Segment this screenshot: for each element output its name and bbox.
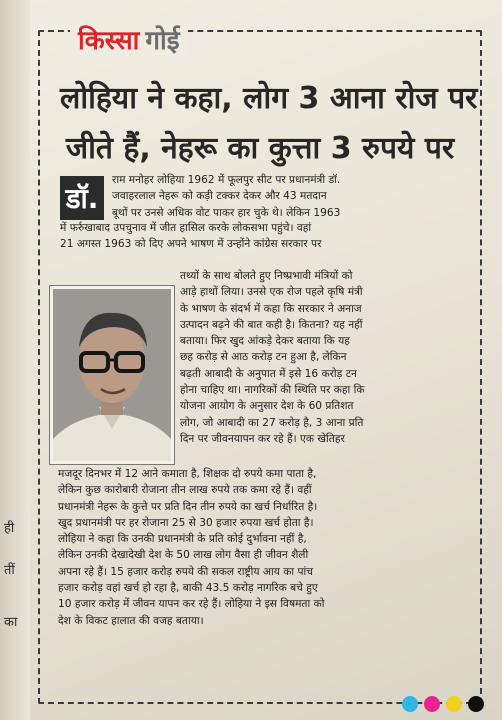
text-line: देश के विकट हालात की वजह बताया। <box>58 614 204 627</box>
text-line: लेकिन उनकी देखादेखी देश के 50 लाख लोग वैसा ही जीवन शैली <box>58 549 309 562</box>
text-line: मजदूर दिनभर में 12 आने कमाता है, शिक्षक दो रुपये कमा पाता है, <box>58 468 317 480</box>
edge-fragment: का <box>4 615 18 630</box>
adjacent-column-edge <box>0 0 30 720</box>
kicker-part-gray: गोई <box>145 26 180 56</box>
text-line: राम मनोहर लोहिया 1962 में फूलपुर सीट पर प्रधानमंत्री डॉ. <box>112 174 341 186</box>
headline-line: लोहिया ने कहा, लोग 3 आना रोज पर <box>60 81 478 116</box>
article-paragraph <box>58 466 468 629</box>
drop-cap: डॉ. <box>60 176 104 220</box>
text-line: लोहिया ने कहा कि उनकी प्रधानमंत्री के प्रति कोई दुर्भावना नहीं है, <box>58 533 307 546</box>
edge-fragment: तीं <box>4 563 15 578</box>
article-paragraph <box>60 220 460 253</box>
color-registration-marks <box>402 696 484 712</box>
headline-line: जीते हैं, नेहरू का कुत्ता 3 रुपये पर <box>65 131 455 166</box>
text-line: 21 अगस्त 1963 को दिए अपने भाषण में उन्होंने कांग्रेस सरकार पर <box>60 238 322 251</box>
article-paragraph <box>180 268 465 447</box>
text-line: होना चाहिए था। नागरिकों की स्थिति पर कहा कि <box>180 384 365 397</box>
text-line: हजार करोड़ वहां खर्च हो रहा है, बाकी 43.5 करोड़ नागरिक बचे हुए <box>58 582 318 595</box>
text-line: लेकिन कुछ कारोबारी रोजाना तीन लाख रुपये तक कमा रहे हैं। वहीं <box>58 484 312 497</box>
text-line: जवाहरलाल नेहरू को कड़ी टक्कर देकर और 43 मतदान <box>112 190 327 203</box>
yellow-dot <box>446 696 462 712</box>
text-line: बूथों पर उनसे अधिक वोट पाकर हार चुके थे। लेकिन 1963 <box>112 206 341 219</box>
text-line: खुद प्रधानमंत्री पर हर रोजाना 25 से 30 हजार रुपया खर्च होता है। <box>58 516 314 529</box>
text-line: के भाषण के संदर्भ में कहा कि सरकार ने अनाज <box>180 302 362 315</box>
text-line: 10 हजार करोड़ में जीवन यापन कर रहे हैं। लोहिया ने इस विषमता को <box>58 598 325 611</box>
section-kicker <box>70 22 188 56</box>
portrait-illustration <box>53 289 171 461</box>
text-line: प्रधानमंत्री नेहरू के कुत्ते पर प्रति दिन तीन रुपये का खर्च निर्धारित है। <box>58 500 318 513</box>
text-line: तथ्यों के साथ बोलते हुए निष्प्रभावी मंत्रियों को <box>180 270 353 282</box>
text-line: छह करोड़ से आठ करोड़ टन हुआ है, लेकिन <box>180 351 347 364</box>
text-line: लोग, जो आबादी का 27 करोड़ है, 3 आना प्रति <box>180 416 364 429</box>
magenta-dot <box>424 696 440 712</box>
text-line: में फर्रुखाबाद उपचुनाव में जीत हासिल करके लोकसभा पहुंचे। वहां <box>60 222 312 234</box>
portrait-photo <box>50 286 174 464</box>
text-line: उत्पादन बढ़ने की बात कही है। कितना? यह नहीं <box>180 318 363 331</box>
edge-fragment: ही <box>4 521 15 536</box>
kicker-part-red: किस्सा <box>78 26 140 56</box>
text-line: योजना आयोग के अनुसार देश के 60 प्रतिशत <box>180 400 354 413</box>
cyan-dot <box>402 696 418 712</box>
text-line: दिन पर जीवनयापन कर रहे हैं। एक खेतिहर <box>180 432 345 445</box>
text-line: बढ़ती आबादी के अनुपात में इसे 16 करोड़ टन <box>180 367 357 380</box>
article-paragraph <box>112 172 458 221</box>
text-line: बताया। फिर खुद आंकड़े देकर बताया कि यह <box>180 335 350 348</box>
black-dot <box>468 696 484 712</box>
text-line: अपना रहे हैं। 15 हजार करोड़ रुपये की सकल राष्ट्रीय आय का पांच <box>58 565 314 578</box>
text-line: आड़े हाथों लिया। उनसे एक रोज पहले कृषि मंत्री <box>180 286 363 299</box>
headline <box>60 74 478 174</box>
